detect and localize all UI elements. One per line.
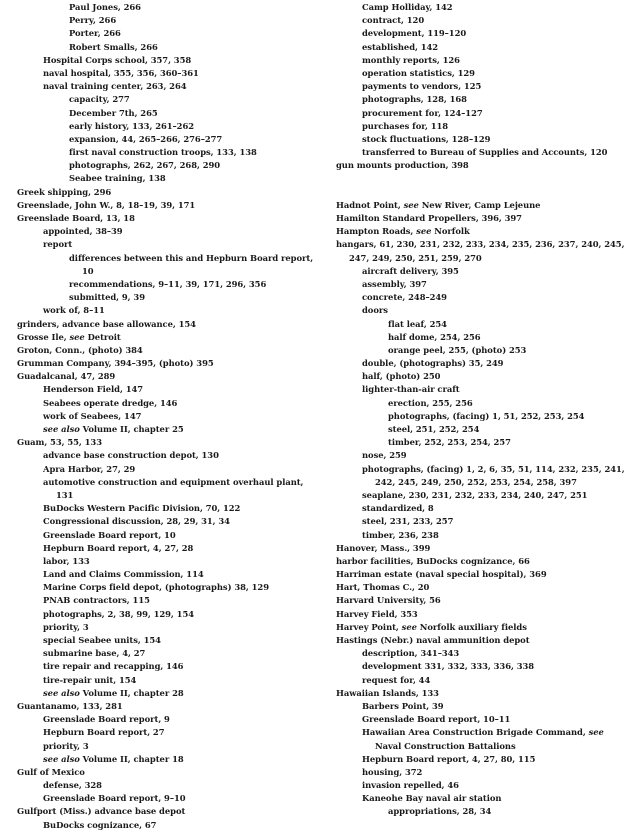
index-subentry: see also Volume II, chapter 25	[43, 424, 184, 434]
index-subentry: Seabee training, 138	[69, 173, 166, 184]
index-entry: Harvey Point, see Norfolk auxiliary fields	[336, 621, 527, 632]
index-subentry: Paul Jones, 266	[69, 2, 141, 12]
section-gap	[336, 172, 636, 185]
index-subentry: 131	[56, 489, 74, 500]
index-entry: Gulf of Mexico	[17, 766, 85, 777]
index-subentry: Congressional discussion, 28, 29, 31, 34	[43, 516, 230, 527]
index-subentry: Hospital Corps school, 357, 358	[43, 54, 192, 65]
index-subentry: photographs, (facing) 1, 2, 6, 35, 51, 114, 232, 235, 241,	[362, 463, 625, 474]
index-entry: Greek shipping, 296	[17, 186, 112, 197]
index-subentry: December 7th, 265	[69, 107, 158, 118]
index-subentry: Naval Construction Battalions	[375, 740, 516, 751]
index-subentry: assembly, 397	[362, 278, 427, 289]
index-subentry: half dome, 254, 256	[388, 331, 481, 342]
index-subentry: priority, 3	[43, 740, 89, 751]
index-subentry: recommendations, 9–11, 39, 171, 296, 356	[69, 278, 267, 289]
index-subentry: seaplane, 230, 231, 232, 233, 234, 240, 247, 251	[362, 489, 588, 500]
index-entry: hangars, 61, 230, 231, 232, 233, 234, 235, 236, 237, 240, 245,	[336, 239, 625, 250]
index-subentry: steel, 231, 233, 257	[362, 516, 454, 527]
index-entry: grinders, advance base allowance, 154	[17, 318, 196, 329]
index-entry: harbor facilities, BuDocks cognizance, 66	[336, 555, 530, 566]
index-subentry: Hepburn Board report, 4, 27, 80, 115	[362, 753, 536, 764]
index-subentry: naval training center, 263, 264	[43, 81, 187, 92]
index-subentry: double, (photographs) 35, 249	[362, 358, 504, 369]
index-entry: Hart, Thomas C., 20	[336, 582, 430, 593]
index-subentry: photographs, 128, 168	[362, 94, 467, 105]
index-subentry: development 331, 332, 333, 336, 338	[362, 661, 535, 672]
index-entry: Grosse Ile, see Detroit	[17, 331, 121, 342]
index-subentry: operation statistics, 129	[362, 67, 475, 78]
index-subentry: Kaneohe Bay naval air station	[362, 793, 502, 804]
index-subentry: steel, 251, 252, 254	[388, 424, 480, 434]
index-subentry: monthly reports, 126	[362, 54, 460, 65]
index-column-left	[17, 1, 329, 832]
index-entry: Greenslade Board, 13, 18	[17, 213, 135, 223]
index-subentry: appointed, 38–39	[43, 226, 123, 237]
index-entry: Hadnot Point, see New River, Camp Lejeune	[336, 199, 541, 210]
index-subentry: work of Seabees, 147	[43, 410, 142, 421]
index-subentry: purchases for, 118	[362, 120, 449, 131]
index-subentry: 242, 245, 249, 250, 252, 253, 254, 258, 397	[375, 476, 577, 487]
index-subentry: erection, 255, 256	[388, 397, 473, 408]
index-subentry: advance base construction depot, 130	[43, 450, 219, 461]
index-subentry: payments to vendors, 125	[362, 81, 482, 92]
index-subentry: 10	[82, 265, 94, 276]
index-subentry: Henderson Field, 147	[43, 384, 144, 395]
index-entry: Harriman estate (naval special hospital), 369	[336, 569, 547, 580]
index-subentry: established, 142	[362, 41, 439, 52]
index-subentry: work of, 8–11	[43, 305, 105, 316]
index-subentry: Seabees operate dredge, 146	[43, 397, 178, 408]
index-subentry: appropriations, 28, 34	[388, 806, 492, 817]
index-entry: Greenslade, John W., 8, 18–19, 39, 171	[17, 199, 196, 210]
index-subentry: Camp Holliday, 142	[362, 2, 453, 12]
index-subentry: Perry, 266	[69, 15, 117, 26]
index-subentry: photographs, (facing) 1, 51, 252, 253, 254	[388, 410, 585, 421]
index-subentry: 247, 249, 250, 251, 259, 270	[349, 252, 482, 263]
index-subentry: special Seabee units, 154	[43, 635, 161, 645]
index-subentry: submarine base, 4, 27	[43, 648, 146, 659]
index-entry: Guam, 53, 55, 133	[17, 437, 102, 448]
index-subentry: Porter, 266	[69, 28, 121, 39]
index-subentry: doors	[362, 305, 388, 316]
index-entry: Hamilton Standard Propellers, 396, 397	[336, 213, 522, 223]
index-subentry: procurement for, 124–127	[362, 107, 483, 118]
index-subentry: standardized, 8	[362, 503, 434, 514]
index-subentry: BuDocks cognizance, 67	[43, 819, 157, 830]
index-subentry: Greenslade Board report, 9–10	[43, 793, 186, 804]
index-column-right	[336, 1, 636, 819]
index-subentry: expansion, 44, 265–266, 276–277	[69, 133, 223, 144]
index-subentry: Greenslade Board report, 10	[43, 529, 176, 540]
index-entry: Hastings (Nebr.) naval ammunition depot	[336, 635, 530, 645]
index-entry: Harvard University, 56	[336, 595, 441, 606]
index-subentry: report	[43, 239, 73, 250]
index-entry: gun mounts production, 398	[336, 160, 469, 171]
index-subentry: photographs, 2, 38, 99, 129, 154	[43, 608, 194, 619]
index-subentry: automotive construction and equipment overhaul plant,	[43, 476, 304, 487]
index-subentry: half, (photo) 250	[362, 371, 441, 382]
index-subentry: Apra Harbor, 27, 29	[43, 463, 136, 474]
index-subentry: Barbers Point, 39	[362, 700, 444, 711]
index-entry: Gulfport (Miss.) advance base depot	[17, 806, 186, 817]
index-subentry: early history, 133, 261–262	[69, 120, 194, 131]
index-subentry: request for, 44	[362, 674, 431, 685]
index-subentry: lighter-than-air craft	[362, 384, 460, 395]
index-subentry: see also Volume II, chapter 18	[43, 753, 184, 764]
index-subentry: naval hospital, 355, 356, 360–361	[43, 67, 199, 78]
index-subentry: contract, 120	[362, 15, 425, 26]
index-entry: Guantanamo, 133, 281	[17, 700, 123, 711]
index-subentry: first naval construction troops, 133, 138	[69, 147, 257, 158]
index-subentry: BuDocks Western Pacific Division, 70, 122	[43, 503, 241, 514]
index-subentry: description, 341–343	[362, 648, 460, 659]
index-subentry: capacity, 277	[69, 94, 130, 105]
index-subentry: Hawaiian Area Construction Brigade Command, see	[362, 727, 604, 738]
index-entry: Hampton Roads, see Norfolk	[336, 226, 470, 237]
index-entry: Hawaiian Islands, 133	[336, 687, 439, 698]
index-subentry: concrete, 248–249	[362, 292, 447, 303]
index-subentry: stock fluctuations, 128–129	[362, 133, 491, 144]
index-entry: Groton, Conn., (photo) 384	[17, 344, 143, 355]
index-subentry: Greenslade Board report, 9	[43, 714, 170, 725]
index-subentry: priority, 3	[43, 621, 89, 632]
index-subentry: Land and Claims Commission, 114	[43, 569, 204, 580]
index-subentry: development, 119–120	[362, 28, 467, 39]
index-subentry: housing, 372	[362, 766, 423, 777]
index-subentry: timber, 236, 238	[362, 529, 439, 540]
index-subentry: Greenslade Board report, 10–11	[362, 714, 511, 725]
index-subentry: defense, 328	[43, 780, 102, 791]
index-subentry: Marine Corps field depot, (photographs) 38, 129	[43, 582, 269, 593]
index-subentry: labor, 133	[43, 555, 90, 566]
index-subentry: see also Volume II, chapter 28	[43, 687, 184, 698]
index-subentry: submitted, 9, 39	[69, 292, 145, 303]
index-entry: Grumman Company, 394–395, (photo) 395	[17, 358, 214, 369]
section-gap	[336, 186, 636, 199]
index-entry: Harvey Field, 353	[336, 608, 418, 619]
index-subentry: Hepburn Board report, 27	[43, 727, 165, 738]
index-subentry: photographs, 262, 267, 268, 290	[69, 160, 221, 171]
index-subentry: aircraft delivery, 395	[362, 265, 459, 276]
index-subentry: transferred to Bureau of Supplies and Accounts, 120	[362, 147, 608, 158]
index-entry: Guadalcanal, 47, 289	[17, 371, 116, 382]
index-subentry: tire-repair unit, 154	[43, 674, 137, 685]
index-subentry: invasion repelled, 46	[362, 780, 459, 791]
index-subentry: flat leaf, 254	[388, 318, 447, 329]
index-entry: Hanover, Mass., 399	[336, 542, 431, 553]
index-subentry: orange peel, 255, (photo) 253	[388, 344, 527, 355]
index-subentry: differences between this and Hepburn Board report,	[69, 252, 314, 263]
index-subentry: PNAB contractors, 115	[43, 595, 150, 606]
index-subentry: Hepburn Board report, 4, 27, 28	[43, 542, 194, 553]
index-subentry: nose, 259	[362, 450, 407, 461]
index-subentry: timber, 252, 253, 254, 257	[388, 437, 511, 448]
index-subentry: Robert Smalls, 266	[69, 41, 158, 52]
index-subentry: tire repair and recapping, 146	[43, 661, 184, 672]
